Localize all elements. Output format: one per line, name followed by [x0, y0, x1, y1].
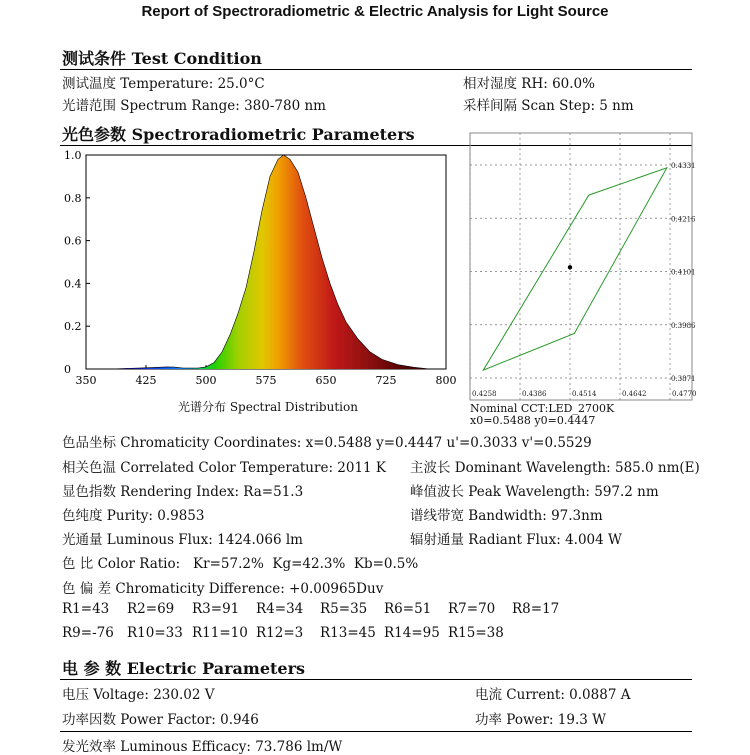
cct: 相关色温 Correlated Color Temperature: 2011 K — [62, 460, 387, 476]
r-value: R15=38 — [448, 625, 504, 641]
cie-y-tick-label: 0.3986 — [671, 321, 696, 330]
color-ratio: 色 比 Color Ratio: Kr=57.2% Kg=42.3% Kb=0.5% — [62, 556, 419, 572]
bandwidth: 谱线带宽 Bandwidth: 97.3nm — [410, 508, 603, 524]
r-value: R9=-76 — [62, 625, 114, 641]
r-value: R13=45 — [320, 625, 376, 641]
r-value: R2=69 — [127, 601, 175, 617]
y-tick-label: 0.6 — [64, 234, 82, 248]
cie-y-tick-label: 0.4331 — [671, 162, 696, 170]
cie-coords: x0=0.5488 y0=0.4447 — [470, 414, 596, 427]
cie-x-tick-label: 0.4642 — [622, 390, 647, 398]
report-title: Report of Spectroradiometric & Electric Analysis for Light Source — [141, 3, 609, 20]
luminous-flux: 光通量 Luminous Flux: 1424.066 lm — [62, 532, 303, 548]
divider — [60, 679, 692, 680]
x-tick-label: 650 — [315, 374, 337, 387]
r-value: R1=43 — [62, 601, 110, 617]
r-value: R7=70 — [448, 601, 496, 617]
x-tick-label: 800 — [435, 374, 457, 387]
x-tick-label: 725 — [375, 374, 397, 387]
scan-step: 采样间隔 Scan Step: 5 nm — [463, 98, 634, 114]
humidity: 相对湿度 RH: 60.0% — [463, 76, 595, 92]
electric-heading: 电 参 数 Electric Parameters — [62, 659, 306, 678]
chromaticity-difference: 色 偏 差 Chromaticity Difference: +0.00965Duv — [62, 581, 384, 597]
power-factor: 功率因数 Power Factor: 0.946 — [62, 712, 259, 728]
radiant-flux: 辐射通量 Radiant Flux: 4.004 W — [410, 532, 622, 548]
current: 电流 Current: 0.0887 A — [475, 687, 631, 703]
r-value: R4=34 — [256, 601, 304, 617]
r-value: R12=3 — [256, 625, 304, 641]
x-tick-label: 575 — [255, 374, 277, 387]
r-value: R8=17 — [512, 601, 560, 617]
chromaticity-coordinates: 色品坐标 Chromaticity Coordinates: x=0.5488 y=0.4447 u'=0.3033 v'=0.5529 — [62, 435, 592, 451]
spectral-xlabel: 光谱分布 Spectral Distribution — [178, 400, 358, 414]
y-tick-label: 1.0 — [64, 149, 82, 162]
y-tick-label: 0.4 — [64, 277, 82, 291]
r-value: R5=35 — [320, 601, 368, 617]
spectro-heading: 光色参数 Spectroradiometric Parameters — [62, 125, 415, 144]
cie-y-tick-label: 0.4101 — [671, 268, 696, 277]
rendering-index: 显色指数 Rendering Index: Ra=51.3 — [62, 484, 304, 500]
cie-y-tick-label: 0.4216 — [671, 215, 696, 224]
x-tick-label: 500 — [195, 374, 217, 387]
r-value: R3=91 — [192, 601, 240, 617]
cie-x-tick-label: 0.4386 — [522, 390, 547, 398]
color-tolerance-quadrangle — [483, 168, 667, 370]
cie-x-tick-label: 0.4258 — [472, 390, 497, 398]
temperature: 测试温度 Temperature: 25.0°C — [62, 76, 265, 92]
x-tick-label: 350 — [75, 374, 97, 387]
cie-y-tick-label: 0.3871 — [671, 375, 696, 383]
test-condition-heading: 测试条件 Test Condition — [62, 49, 262, 68]
dominant-wavelength: 主波长 Dominant Wavelength: 585.0 nm(E) — [410, 460, 700, 476]
r-value: R6=51 — [384, 601, 432, 617]
power: 功率 Power: 19.3 W — [475, 712, 607, 728]
y-tick-label: 0 — [64, 363, 71, 376]
peak-wavelength: 峰值波长 Peak Wavelength: 597.2 nm — [410, 484, 659, 500]
luminous-efficacy: 发光效率 Luminous Efficacy: 73.786 lm/W — [62, 739, 343, 755]
chromaticity-point — [568, 265, 572, 269]
y-tick-label: 0.8 — [64, 191, 82, 205]
purity: 色纯度 Purity: 0.9853 — [62, 508, 205, 524]
x-tick-label: 425 — [135, 374, 157, 387]
cie-x-tick-label: 0.4514 — [572, 390, 597, 398]
r-value: R10=33 — [127, 625, 183, 641]
y-tick-label: 0.2 — [64, 320, 82, 334]
voltage: 电压 Voltage: 230.02 V — [62, 687, 215, 703]
r-value: R11=10 — [192, 625, 248, 641]
divider — [60, 731, 692, 732]
nominal-cct: Nominal CCT:LED_2700K — [470, 402, 615, 415]
spectrum-range: 光谱范围 Spectrum Range: 380-780 nm — [62, 98, 326, 114]
r-value: R14=95 — [384, 625, 440, 641]
cie-x-tick-label: 0.4770 — [672, 390, 697, 398]
cie-frame — [470, 133, 692, 400]
